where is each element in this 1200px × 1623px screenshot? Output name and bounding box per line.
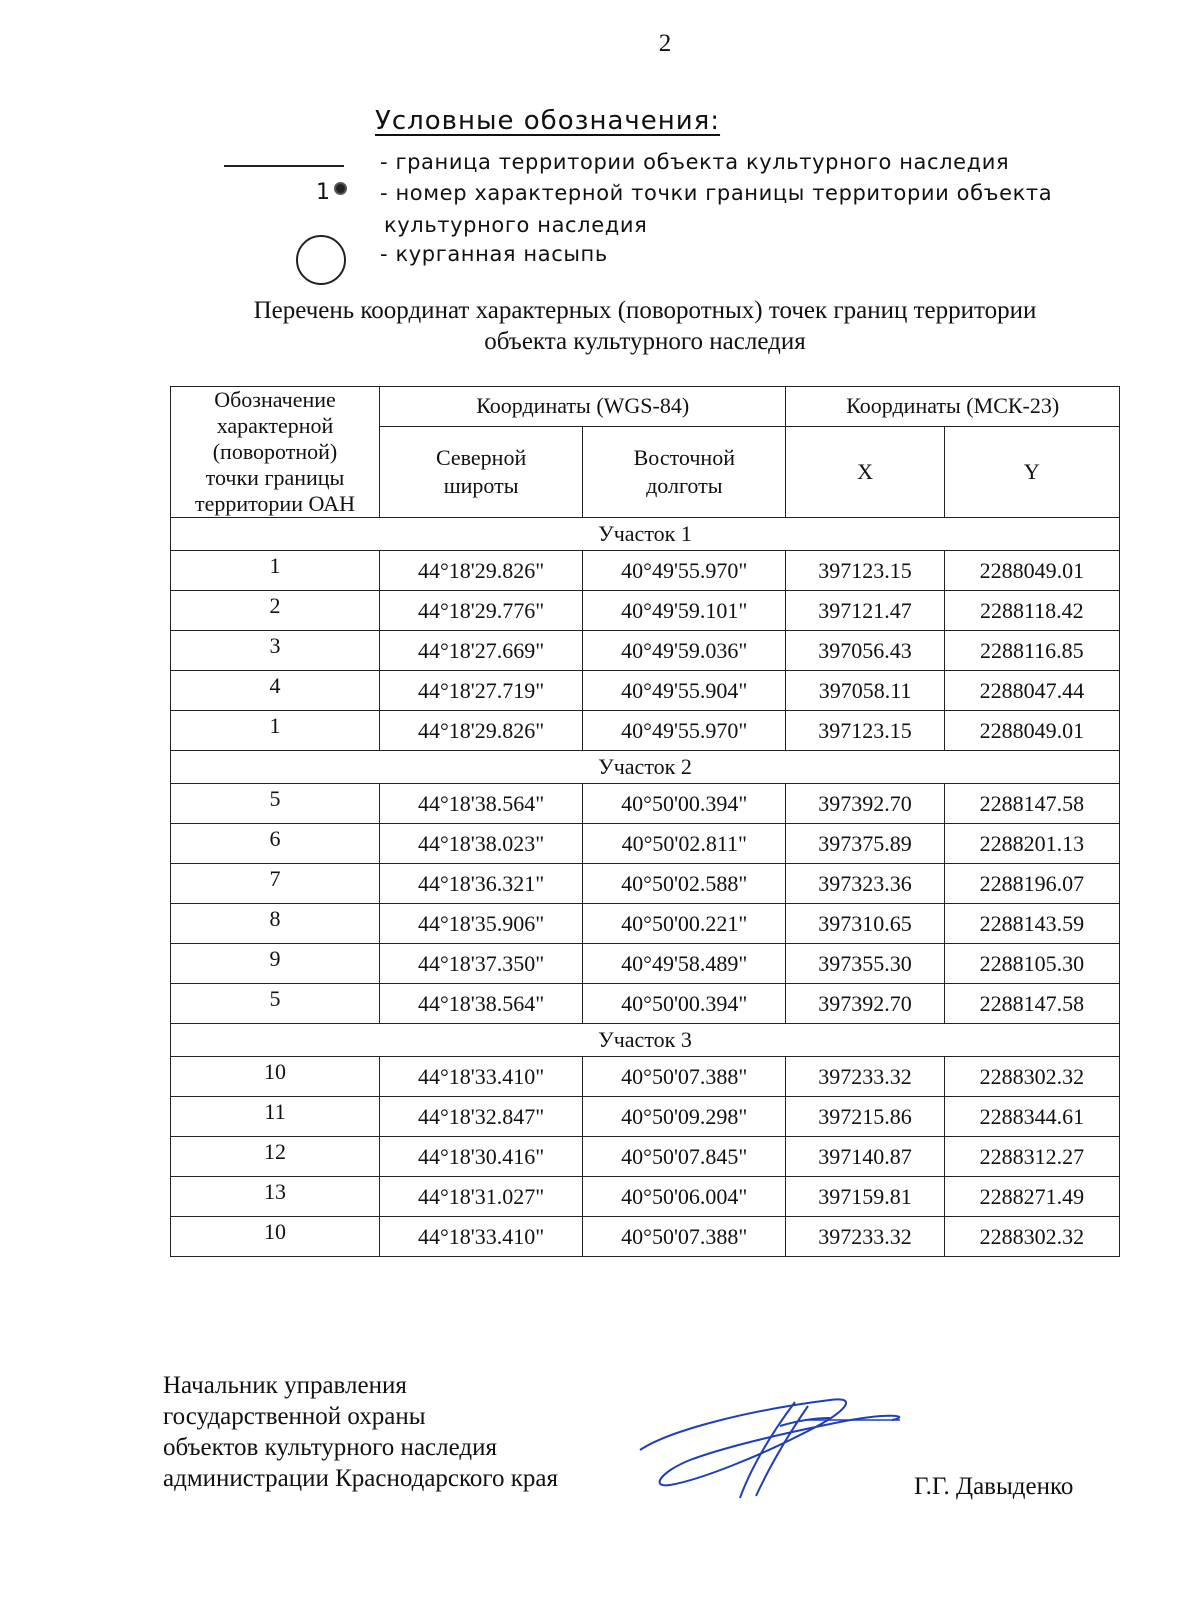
header-x: X	[786, 426, 944, 517]
list-title	[195, 295, 1095, 357]
mound-circle-icon	[296, 235, 346, 285]
header-east-longitude: Восточной долготы	[583, 426, 786, 517]
point-number-cell: 10	[171, 1217, 380, 1257]
longitude-cell: 40°50'07.845"	[583, 1137, 786, 1177]
table-row	[171, 1217, 1120, 1257]
legend-item-point: - номер характерной точки границы территории объекта	[380, 181, 1053, 205]
boundary-point-number: 1	[316, 180, 330, 205]
x-cell: 397233.32	[786, 1057, 944, 1097]
longitude-cell: 40°49'59.036"	[583, 631, 786, 671]
x-cell: 397392.70	[786, 984, 944, 1024]
point-number-cell: 7	[171, 864, 380, 904]
y-cell: 2288312.27	[944, 1137, 1119, 1177]
point-number-cell: 11	[171, 1097, 380, 1137]
header-point-designation: Обозначение характерной (поворотной) точки границы территории ОАН	[171, 387, 380, 518]
latitude-cell: 44°18'37.350"	[380, 944, 583, 984]
legend-title: Условные обозначения:	[375, 106, 721, 136]
y-cell: 2288047.44	[944, 671, 1119, 711]
table-row	[171, 864, 1120, 904]
latitude-cell: 44°18'27.669"	[380, 631, 583, 671]
table-row	[171, 984, 1120, 1024]
page-number: 2	[658, 30, 672, 57]
legend-item-point-continued: культурного наследия	[384, 213, 648, 237]
y-cell: 2288116.85	[944, 631, 1119, 671]
y-cell: 2288049.01	[944, 551, 1119, 591]
x-cell: 397375.89	[786, 824, 944, 864]
y-cell: 2288201.13	[944, 824, 1119, 864]
section-row	[171, 751, 1120, 784]
point-number-cell: 9	[171, 944, 380, 984]
signer-position: Начальник управления государственной охраны объектов культурного наследия администрации Краснодарского края	[163, 1372, 559, 1492]
x-cell: 397058.11	[786, 671, 944, 711]
signature-stroke-2	[740, 1402, 830, 1498]
section-title: Участок 1	[171, 518, 1120, 551]
table-row	[171, 1177, 1120, 1217]
x-cell: 397123.15	[786, 711, 944, 751]
longitude-cell: 40°50'09.298"	[583, 1097, 786, 1137]
latitude-cell: 44°18'38.564"	[380, 784, 583, 824]
longitude-cell: 40°50'06.004"	[583, 1177, 786, 1217]
y-cell: 2288302.32	[944, 1217, 1119, 1257]
header-msk23: Координаты (МСК-23)	[786, 387, 1120, 427]
latitude-cell: 44°18'27.719"	[380, 671, 583, 711]
x-cell: 397140.87	[786, 1137, 944, 1177]
latitude-cell: 44°18'38.023"	[380, 824, 583, 864]
point-number-cell: 1	[171, 551, 380, 591]
latitude-cell: 44°18'29.826"	[380, 551, 583, 591]
table-row	[171, 824, 1120, 864]
table-row	[171, 551, 1120, 591]
table-row	[171, 591, 1120, 631]
point-number-cell: 5	[171, 784, 380, 824]
section-row	[171, 1024, 1120, 1057]
latitude-cell: 44°18'35.906"	[380, 904, 583, 944]
x-cell: 397215.86	[786, 1097, 944, 1137]
table-row	[171, 784, 1120, 824]
point-number-cell: 8	[171, 904, 380, 944]
y-cell: 2288105.30	[944, 944, 1119, 984]
point-number-cell: 12	[171, 1137, 380, 1177]
point-number-cell: 13	[171, 1177, 380, 1217]
longitude-cell: 40°50'00.394"	[583, 784, 786, 824]
latitude-cell: 44°18'29.776"	[380, 591, 583, 631]
y-cell: 2288118.42	[944, 591, 1119, 631]
table-row	[171, 944, 1120, 984]
longitude-cell: 40°50'00.221"	[583, 904, 786, 944]
point-number-cell: 10	[171, 1057, 380, 1097]
longitude-cell: 40°49'55.904"	[583, 671, 786, 711]
handwritten-signature	[630, 1390, 920, 1510]
longitude-cell: 40°49'55.970"	[583, 551, 786, 591]
point-number-cell: 6	[171, 824, 380, 864]
longitude-cell: 40°49'58.489"	[583, 944, 786, 984]
table-row	[171, 904, 1120, 944]
table-row	[171, 631, 1120, 671]
y-cell: 2288049.01	[944, 711, 1119, 751]
y-cell: 2288147.58	[944, 784, 1119, 824]
y-cell: 2288143.59	[944, 904, 1119, 944]
point-number-cell: 4	[171, 671, 380, 711]
x-cell: 397159.81	[786, 1177, 944, 1217]
point-dot-icon	[334, 182, 347, 195]
point-number-cell: 5	[171, 984, 380, 1024]
y-cell: 2288302.32	[944, 1057, 1119, 1097]
table-row	[171, 1057, 1120, 1097]
longitude-cell: 40°49'55.970"	[583, 711, 786, 751]
section-title: Участок 2	[171, 751, 1120, 784]
section-row	[171, 518, 1120, 551]
x-cell: 397323.36	[786, 864, 944, 904]
section-title: Участок 3	[171, 1024, 1120, 1057]
list-title-line-1: Перечень координат характерных (поворотных) точек границ территории	[253, 297, 1037, 324]
x-cell: 397310.65	[786, 904, 944, 944]
x-cell: 397233.32	[786, 1217, 944, 1257]
x-cell: 397121.47	[786, 591, 944, 631]
header-wgs84: Координаты (WGS-84)	[380, 387, 786, 427]
latitude-cell: 44°18'33.410"	[380, 1057, 583, 1097]
signature-stroke-1	[640, 1399, 899, 1485]
legend-item-boundary: - граница территории объекта культурного наследия	[380, 150, 1010, 174]
point-number-cell: 3	[171, 631, 380, 671]
latitude-cell: 44°18'29.826"	[380, 711, 583, 751]
x-cell: 397123.15	[786, 551, 944, 591]
header-north-latitude: Северной широты	[380, 426, 583, 517]
longitude-cell: 40°49'59.101"	[583, 591, 786, 631]
boundary-line-icon	[224, 165, 344, 167]
longitude-cell: 40°50'07.388"	[583, 1217, 786, 1257]
latitude-cell: 44°18'36.321"	[380, 864, 583, 904]
boundary-point-icon	[316, 180, 347, 205]
x-cell: 397355.30	[786, 944, 944, 984]
x-cell: 397056.43	[786, 631, 944, 671]
signer-name: Г.Г. Давыденко	[914, 1473, 1074, 1500]
y-cell: 2288344.61	[944, 1097, 1119, 1137]
y-cell: 2288271.49	[944, 1177, 1119, 1217]
longitude-cell: 40°50'07.388"	[583, 1057, 786, 1097]
latitude-cell: 44°18'30.416"	[380, 1137, 583, 1177]
legend-item-mound: - курганная насыпь	[380, 242, 608, 266]
table-row	[171, 671, 1120, 711]
point-number-cell: 2	[171, 591, 380, 631]
longitude-cell: 40°50'02.588"	[583, 864, 786, 904]
y-cell: 2288196.07	[944, 864, 1119, 904]
header-y: Y	[944, 426, 1119, 517]
list-title-line-2: объекта культурного наследия	[484, 328, 806, 355]
x-cell: 397392.70	[786, 784, 944, 824]
table-row	[171, 711, 1120, 751]
longitude-cell: 40°50'00.394"	[583, 984, 786, 1024]
latitude-cell: 44°18'38.564"	[380, 984, 583, 1024]
latitude-cell: 44°18'32.847"	[380, 1097, 583, 1137]
y-cell: 2288147.58	[944, 984, 1119, 1024]
longitude-cell: 40°50'02.811"	[583, 824, 786, 864]
latitude-cell: 44°18'33.410"	[380, 1217, 583, 1257]
table-row	[171, 1137, 1120, 1177]
coordinates-table	[170, 386, 1120, 1257]
point-number-cell: 1	[171, 711, 380, 751]
latitude-cell: 44°18'31.027"	[380, 1177, 583, 1217]
table-row	[171, 1097, 1120, 1137]
